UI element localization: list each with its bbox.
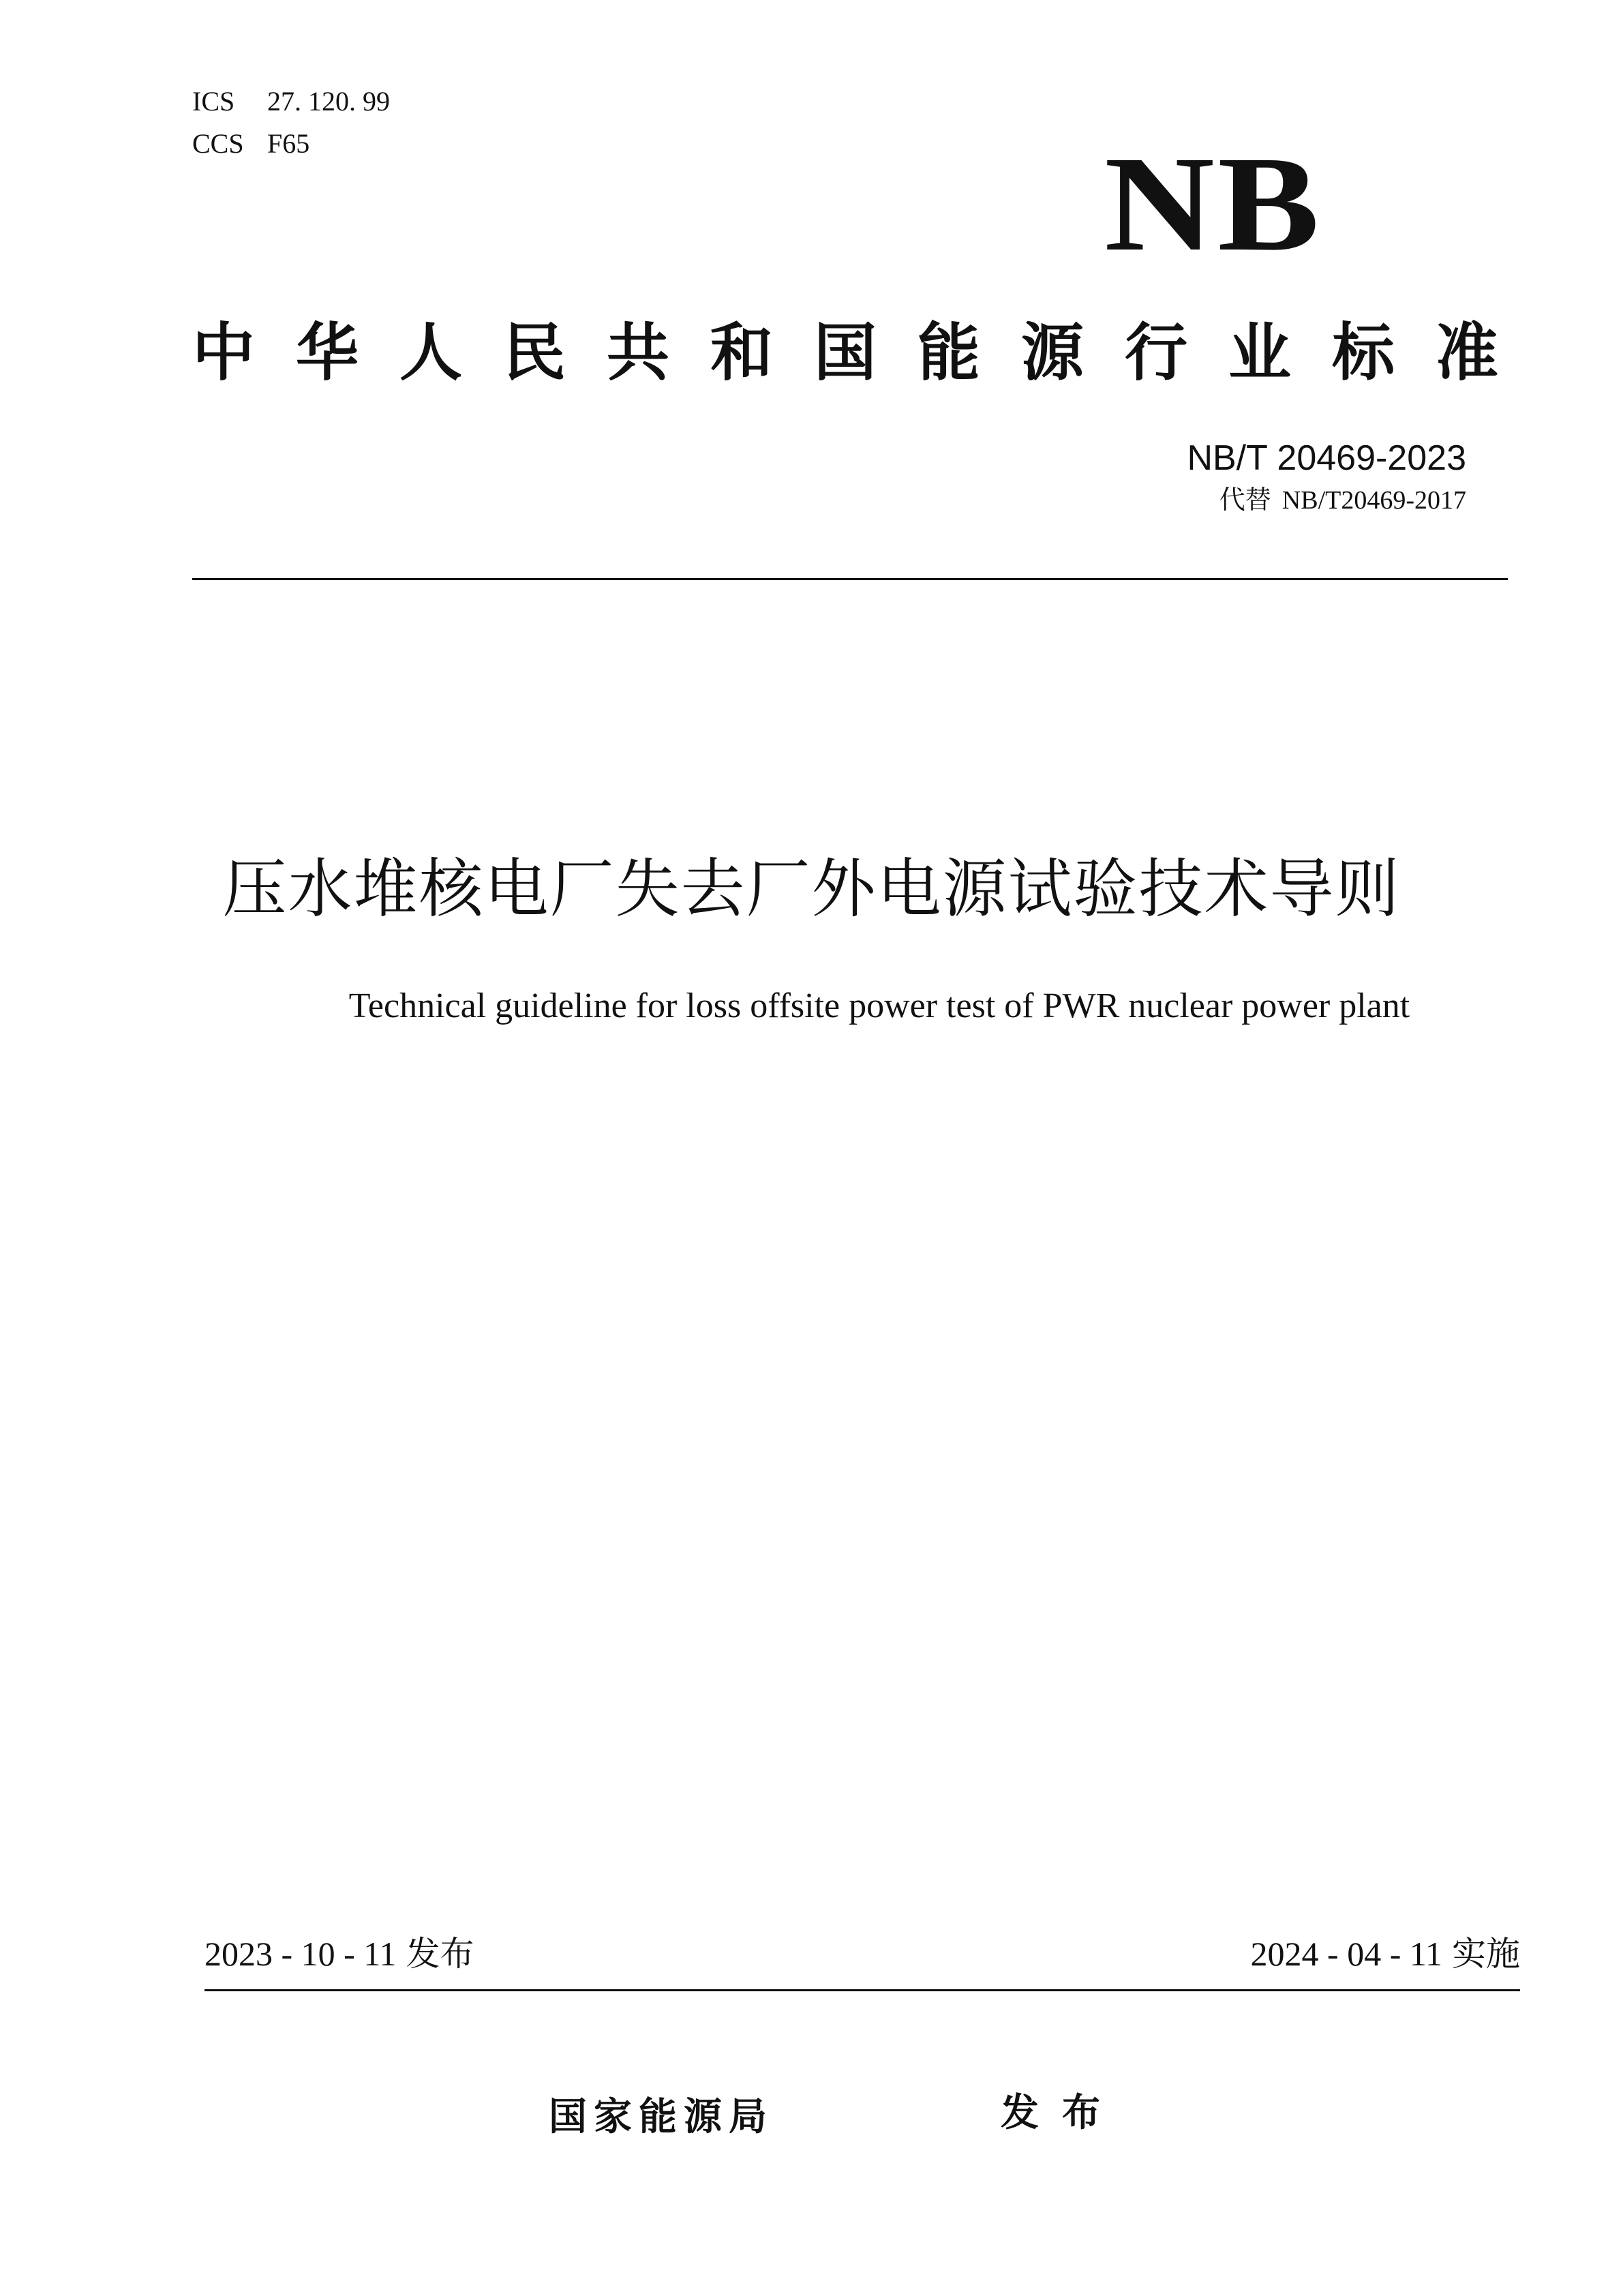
document-title-zh: 压水堆核电厂失去厂外电源试验技术导则 [222,852,1401,926]
ccs-row [192,123,390,165]
issue-word: 发布 [1001,2091,1123,2135]
nb-logo: NB [1104,129,1323,280]
ccs-value: F65 [267,128,310,159]
implement-date-block [1251,1927,1520,1981]
top-divider [192,578,1508,580]
ics-label: ICS [192,86,235,117]
publish-date-block [204,1927,474,1981]
publish-date: 2023 - 10 - 11 [204,1935,397,1973]
replaces-code: NB/T20469-2017 [1281,486,1466,515]
publish-label: 发布 [406,1934,474,1974]
implement-label: 实施 [1452,1934,1520,1974]
standard-title: 中华人民共和国能源行业标准 [192,316,1540,389]
ics-value: 27. 120. 99 [267,86,390,117]
standard-number: NB/T 20469-2023 [1187,438,1466,478]
implement-date: 2024 - 04 - 11 [1250,1935,1442,1973]
document-title-en: Technical guideline for loss offsite power test of PWR nuclear power plant [348,986,1410,1025]
bottom-divider [204,1989,1520,1991]
ics-row [192,80,390,123]
replaces-label: 代替 [1219,485,1271,515]
ccs-label: CCS [192,128,244,159]
date-row [204,1927,1520,1981]
replaces-line [1219,483,1466,517]
classification-codes [192,80,390,165]
issuer: 国家能源局 [549,2095,774,2139]
